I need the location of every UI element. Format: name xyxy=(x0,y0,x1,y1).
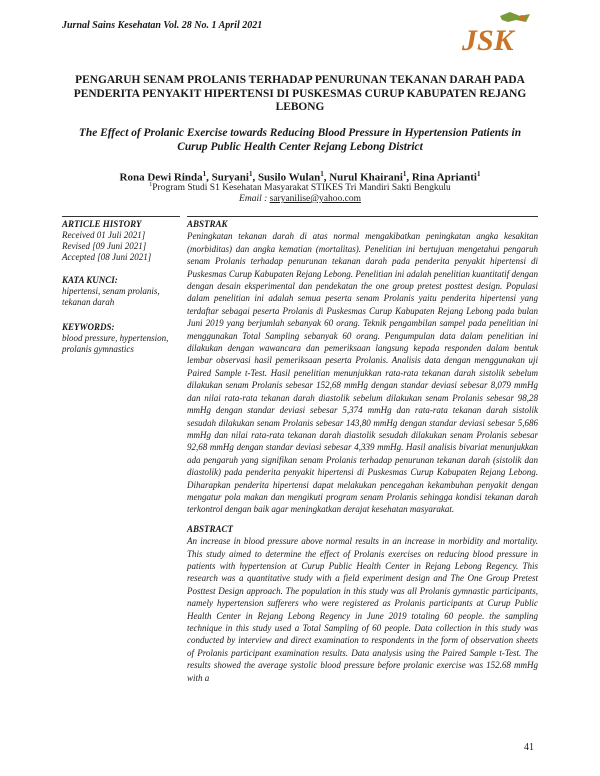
author-name: Nurul Khairani xyxy=(329,171,403,184)
abstract-text: An increase in blood pressure above normal results in an increase in morbidity and mortality. This study aimed to determine the effect of Prolanis exercises on reducing blood pressure in patients with hypertension at Curup Public Health Center in Rejang Lebong Regency. This research was a quantitative study with a field experiment design and The One Group Pretest Posttest Design approach. The population in this study was all Prolanis gymnastic participants, namely hypertension sufferers who were registered as Prolanis participants at Curup Public Health Center in Rejang Lebong Regency in June 2019 totaling 60 people. the sampling technique in this study used a Total Sampling of 60 people. Data collection in this study was conducted by interview and direct examination to respondents in the form of observation sheets of Prolanis participant examination results. Data analysis using the Paired Sample t-Test. The results showed the average systolic blood pressure before prolanic exercise was 152.68 mmHg with a xyxy=(187,536,538,683)
author-name: Rina Aprianti xyxy=(411,171,477,184)
paper-title-indonesian: PENGARUH SENAM PROLANIS TERHADAP PENURUNAN TEKANAN DARAH PADA PENDERITA PENYAKIT HIPERTENSI DI PUSKESMAS CURUP KABUPATEN REJANG LEBONG xyxy=(73,74,527,113)
article-history-heading: ARTICLE HISTORY xyxy=(62,219,142,229)
page-number: 41 xyxy=(524,742,534,753)
article-sidebar xyxy=(62,216,180,367)
keywords-heading: KEYWORDS: xyxy=(62,322,115,332)
journal-logo xyxy=(456,12,536,56)
journal-header: Jurnal Sains Kesehatan Vol. 28 No. 1 April 2021 xyxy=(62,20,263,31)
history-received: Received 01 Juli 2021] xyxy=(62,230,146,240)
logo-text: JSK xyxy=(462,24,514,56)
author-affiliation-mark: 1 xyxy=(202,170,207,178)
email-line xyxy=(62,194,538,204)
abstract-column xyxy=(187,216,538,684)
jsk-logo-icon xyxy=(456,12,536,56)
affiliation xyxy=(62,182,538,193)
author-list: Rona Dewi Rinda$^1$, Suryani$^1$, Susilo Wulan$^1$, Nurul Khairani$^1$, Rina Aprianti$^1$ xyxy=(119,170,481,184)
abstract-heading: ABSTRACT xyxy=(187,523,234,534)
divider xyxy=(62,216,180,217)
author-name: Suryani xyxy=(211,171,249,184)
abstrak-heading: ABSTRAK xyxy=(187,219,228,229)
affiliation-text: Program Studi S1 Kesehatan Masyarakat STIKES Tri Mandiri Sakti Bengkulu xyxy=(152,183,451,194)
author-affiliation-mark: 1 xyxy=(320,170,324,178)
email-link[interactable]: saryanilise@yahoo.com xyxy=(269,194,361,204)
author-name: Susilo Wulan xyxy=(257,171,321,184)
email-label: Email : xyxy=(239,194,268,204)
history-accepted: Accepted [08 Juni 2021] xyxy=(62,252,152,262)
kata-kunci-text: hipertensi, senam prolanis, tekanan darah xyxy=(62,286,160,307)
keywords-text: blood pressure, hypertension, prolanis gymnastics xyxy=(62,333,169,354)
history-revised: Revised [09 Juni 2021] xyxy=(62,241,147,251)
affiliation-mark: 1 xyxy=(149,182,153,188)
kata-kunci-heading: KATA KUNCI: xyxy=(62,275,118,285)
author-affiliation-mark: 1 xyxy=(402,170,407,178)
paper-title-english: The Effect of Prolanic Exercise towards Reducing Blood Pressure in Hypertension Patients in Curup Public Health Center Rejang Lebong District xyxy=(78,127,522,153)
author-affiliation-mark: 1 xyxy=(476,170,481,178)
author-name: Rona Dewi Rinda xyxy=(119,171,203,184)
abstrak-text: Peningkatan tekanan darah di atas normal mengakibatkan peningkatan angka kesakitan (morbiditas) dan angka kematian (mortalitas). Penelitian ini bertujuan mengetahui pengaruh senam Prolanis terhadap penurunan tekanan darah pada penderita penyakit hipertensi di Puskesmas Curup Kabupaten Rejang Lebong. Penelitian ini adalah penelitian kuantitatif dengan dengan desain eksperimental dan pendekatan the one group pretest posttest design. Populasi dalam penelitian ini adalah semua peserta senam Prolanis yaitu penderita hipertensi yang terdaftar sebagai peserta Prolanis di Puskesmas Curup Kabupaten Rejang Lebong pada bulan Juni 2019 yang berjumlah sebanyak 60 orang. Teknik pengambilan sampel pada penelitian ini menggunakan Total Sampling sebanyak 60 orang. Pengumpulan data dalam penelitian ini dilakukan dengan wawancara dan pemeriksaan langsung kepada responden dalam bentuk lembar observasi hasil pemeriksaan peserta Prolanis. Analisis data dengan menggunakan uji Paired Sample t-Test. Hasil penelitian menunjukkan rata-rata tekanan darah sistolik sebelum dilakukan senam Prolanis sebesar 152,68 mmHg dengan standar deviasi sebesar 8,079 mmHg dan nilai rata-rata tekanan darah diastolik sebelum dilakukan senam Prolanis sebesar 98,28 mmHg dengan standar deviasi sebesar 5,374 mmHg dan rata-rata tekanan darah sistolik sesudah dilakukan senam Prolanis sebesar 143,80 mmHg dengan standar deviasi sebesar 5,686 mmHg dan nilai rata-rata tekanan darah diastolik sesudah dilakukan senam Prolanis sebesar 92,68 mmHg dengan standar deviasi sebesar 4,339 mmHg. Hasil analisis bivariat menunjukkan ada pengaruh yang signifikan senam Prolanis terhadap penurunan tekanan darah (sistolik dan diastolik) pada penderita penyakit hipertensi di Puskesmas Curup Kabupaten Rejang Lebong. Diharapkan penderita hipertensi dapat melakukan pencegahan kekambuhan penyakit dengan mengatur pola makan dan mengikuti program senam Prolanis sehingga kondisi tekanan darah terkontrol dengan baik agar meningkatkan derajat kesehatan masyarakat. xyxy=(187,231,538,515)
author-affiliation-mark: 1 xyxy=(248,170,253,178)
divider xyxy=(187,216,538,217)
